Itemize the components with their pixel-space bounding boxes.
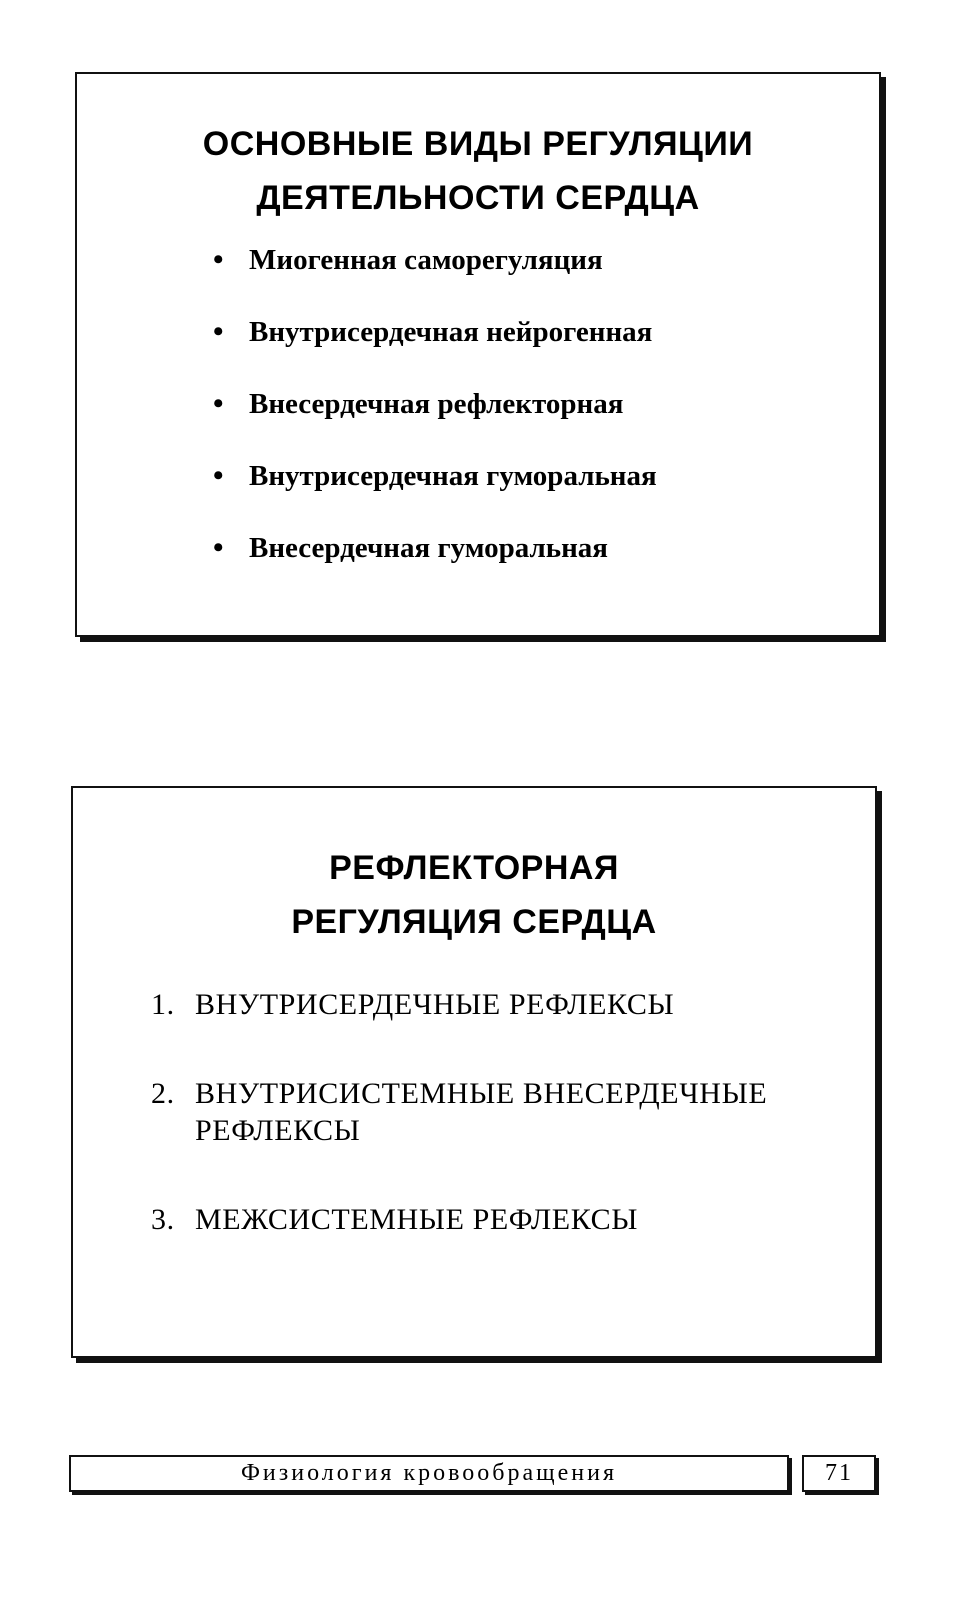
item-text: МЕЖСИСТЕМНЫЕ РЕФЛЕКСЫ	[195, 1203, 638, 1236]
title-line: ДЕЯТЕЛЬНОСТИ СЕРДЦА	[256, 178, 700, 217]
list-item: • Миогенная саморегуляция	[213, 242, 657, 278]
slide-reflex-regulation	[71, 786, 877, 1358]
item-text: РЕФЛЕКСЫ	[195, 1114, 361, 1147]
page-number: 71	[802, 1455, 876, 1492]
reflex-list	[151, 986, 767, 1290]
list-item	[151, 986, 767, 1023]
title-line: ОСНОВНЫЕ ВИДЫ РЕГУЛЯЦИИ	[202, 125, 754, 163]
list-item: • Внесердечная гуморальная	[213, 530, 657, 566]
slide-title	[73, 842, 875, 949]
slide-regulation-types	[75, 72, 881, 637]
running-title: Физиология кровообращения	[69, 1455, 789, 1492]
item-number: 1.	[151, 988, 175, 1021]
regulation-types-list	[213, 242, 657, 602]
list-item: • Внесердечная рефлекторная	[213, 386, 657, 422]
list-item	[151, 1075, 767, 1149]
title-line: РЕГУЛЯЦИЯ СЕРДЦА	[291, 902, 657, 941]
item-number: 3.	[151, 1203, 175, 1236]
item-text: ВНУТРИСИСТЕМНЫЕ ВНЕСЕРДЕЧНЫЕ	[195, 1077, 768, 1110]
item-number: 2.	[151, 1077, 175, 1110]
list-item: • Внутрисердечная гуморальная	[213, 458, 657, 494]
list-item	[151, 1201, 767, 1238]
title-line: РЕФЛЕКТОРНАЯ	[329, 849, 619, 887]
slide-title	[77, 118, 879, 225]
item-text: ВНУТРИСЕРДЕЧНЫЕ РЕФЛЕКСЫ	[195, 988, 675, 1021]
list-item: • Внутрисердечная нейрогенная	[213, 314, 657, 350]
